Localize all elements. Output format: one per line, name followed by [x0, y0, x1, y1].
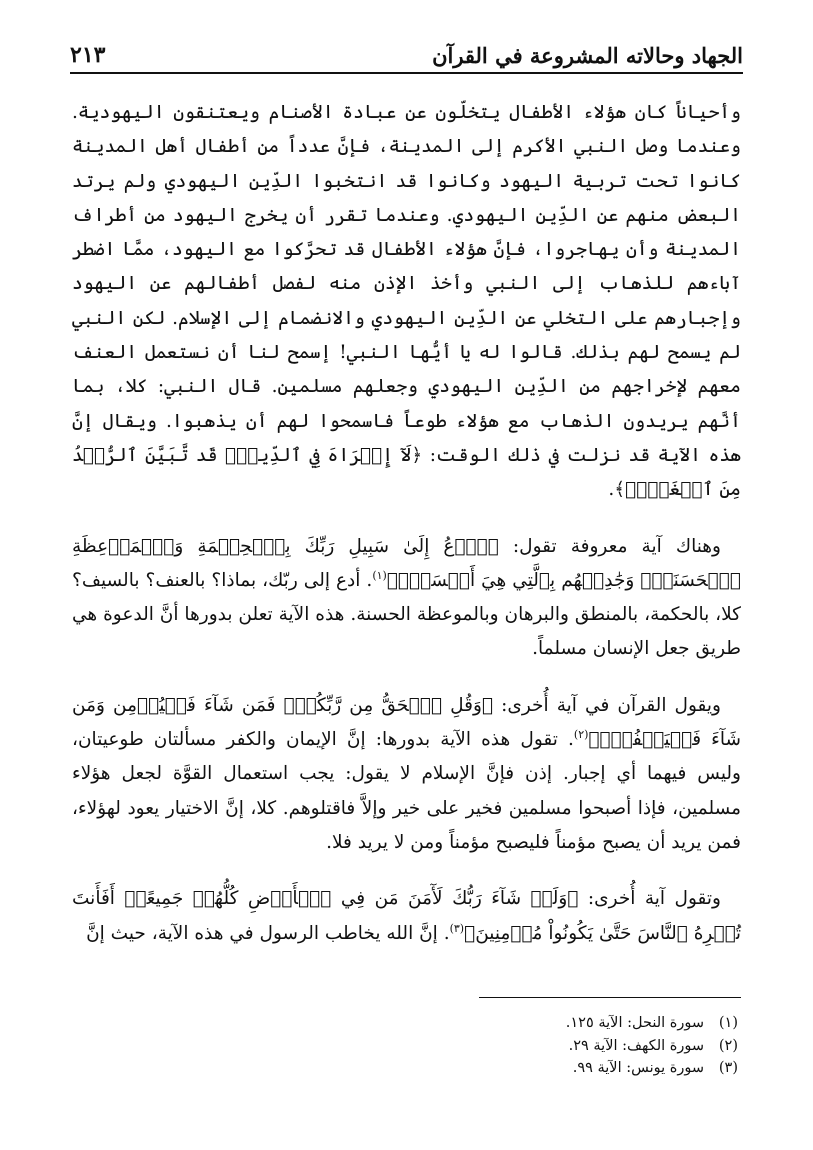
footnote-2: (٢)سورة الكهف: الآية ٢٩. — [568, 1037, 738, 1054]
footnote-1: (١)سورة النحل: الآية ١٢٥. — [565, 1015, 738, 1031]
footnote-ref-1: (١) — [372, 568, 387, 582]
paragraph-3: ويقول القرآن في آية أُخرى: ﴿وَقُلِ ٱلۡحَقُّ مِن رَّبِّكُمۡۖ فَمَن شَآءَ فَلۡيُؤۡمِن وَمَن شَآءَ فَلۡيَكۡفُرۡۚ﴾$^{(٢)}$. تقول هذه الآية بدورها: إنَّ الإيمان والكفر مسألتان طوعيتان، وليس فيهما أي إجبار. إذن فإنَّ الإسلام لا يقول: يجب استعمال القوَّة لجعل هؤلاء مسلمين، فإذا أصبحوا مسلمين فخير على خير وإلاَّ فاقتلوهم. كلا، إنَّ الاختيار يعود لهؤلاء، فمن يريد أن يصبح مؤمناً فليصبح مؤمناً ومن لا يريد فلا. — [72, 694, 741, 853]
footnote-ref-2: (٢) — [573, 727, 589, 741]
footnote-ref-3: (٣) — [449, 921, 465, 935]
running-title: الجهاد وحالاته المشروعة في القرآن — [432, 43, 743, 68]
paragraph-2: وهناك آية معروفة تقول: ﴿ٱدۡعُ إِلَىٰ سَبِيلِ رَبِّكَ بِٱلۡحِكۡمَةِ وَٱلۡمَوۡعِظَةِ ٱلۡحَسَنَةِۖ وَجَٰدِلۡهُم بِٱلَّتِي هِيَ أَحۡسَنُۚ﴾$^{(١)}$. أدع إلى ربّك، بماذا؟ بالعنف؟ بالسيف؟ كلا، بالحكمة، بالمنطق والبرهان وبالموعظة الحسنة. هذه الآية تعلن بدورها أنَّ الدعوة هي طريق جعل الإنسان مسلماً. — [72, 535, 741, 660]
page-header — [70, 30, 743, 74]
paragraph-4: وتقول آية أُخرى: ﴿وَلَوۡ شَآءَ رَبُّكَ لَأٓمَنَ مَن فِي ٱلۡأَرۡضِ كُلُّهُمۡ جَمِيعًاۚ أَفَأَنتَ تُكۡرِهُ ٱلنَّاسَ حَتَّىٰ يَكُونُواْ مُؤۡمِنِينَ﴾$^{(٣)}$. إنَّ الله يخاطب الرسول في هذه الآية، حيث إنَّ — [72, 888, 741, 944]
page-number: ٢١٣ — [70, 42, 106, 68]
footnote-3: (٣)سورة يونس: الآية ٩٩. — [572, 1060, 738, 1076]
paragraph-1: وأحياناً كان هؤلاء الأطفال يتخلّون عن عبادة الأصنام ويعتنقون اليهودية. وعندما وصل النبي الأكرم إلى المدينة، فإنَّ عدداً من أطفال أهل المدينة كانوا تحت تربية اليهود وكانوا قد انتخبوا الدِّين اليهودي ولم يرتد البعض منهم عن الدِّين اليهودي. وعندما تقرر أن يخرج اليهود من أطراف المدينة وأن يهاجروا، فإنَّ هؤلاء الأطفال قد تحرَّكوا مع اليهود، ممَّا اضطر آباءهم للذهاب إلى النبي وأخذ الإذن منه لفصل أطفالهم عن اليهود وإجبارهم على التخلي عن الدِّين اليهودي والانضمام إلى الإسلام. لكن النبي لم يسمح لهم بذلك. قالوا له يا أيُّها النبي! إسمح لنا أن نستعمل العنف معهم لإخراجهم من الدِّين اليهودي وجعلهم مسلمين. قال النبي: كلا، بما أنَّهم يريدون الذهاب مع هؤلاء طوعاً فاسمحوا لهم أن يذهبوا. ويقال إنَّ هذه الآية قد نزلت في ذلك الوقت: ﴿لَآ إِكۡرَاهَ فِي ٱلدِّينِۖ قَد تَّبَيَّنَ ٱلرُّشۡدُ مِنَ ٱلۡغَيِّۚ﴾. — [72, 102, 741, 501]
footnote-divider — [479, 997, 741, 998]
body-text — [72, 96, 741, 951]
footnotes — [72, 1012, 738, 1080]
